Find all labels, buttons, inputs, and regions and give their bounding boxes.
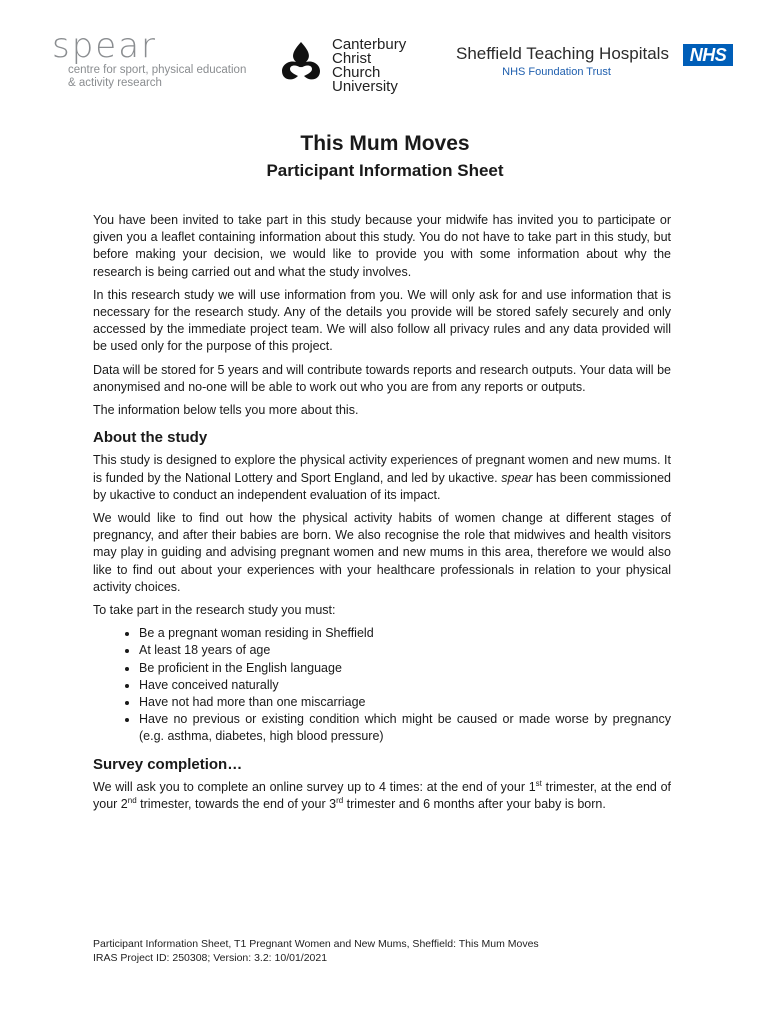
about-paragraph-2: We would like to find out how the physical activity habits of women change at different stages of pregnancy, and after their babies are born. We also recognise the role that midwives and health visitors may play in guiding and advising pregnant women and new mums in this area, therefore we would also like to find out about your experiences with your healthcare professionals in relation to your physical activity choices. — [93, 511, 671, 594]
intro-paragraph-3: Data will be stored for 5 years and will contribute towards reports and research outputs. Your data will be anonymised and no-one will be able to work out who you are from any reports or outputs. — [93, 362, 671, 394]
intro-paragraph-2: In this research study we will use information from you. We will only ask for and use information that is necessary for the research study. Any of the details you provide will be stored safely securely and only accessed by the immediate project team. We will also follow all privacy rules and any data provided will be used only for the purpose of this project. — [93, 287, 671, 354]
sth-logo — [456, 44, 669, 78]
intro-paragraph-1: You have been invited to take part in this study because your midwife has invited you to participate or given you a leaflet containing information about this study. You do not have to take part in this study, but before making your decision, we would like to provide you with some information about why the research is being carried out and what the study involves. — [93, 213, 671, 279]
footer-line-1: Participant Information Sheet, T1 Pregnant Women and New Mums, Sheffield: This Mum Moves — [93, 938, 539, 950]
footer-line-2: IRAS Project ID: 250308; Version: 3.2: 10/01/2021 — [93, 952, 328, 964]
cccu-line-1: Canterbury — [332, 36, 407, 53]
document-body — [93, 212, 671, 819]
cccu-line-3: University — [332, 78, 398, 95]
survey-heading: Survey completion… — [93, 755, 243, 773]
survey-text-1: We will ask you to complete an online survey up to 4 times: at the end of your 1 — [93, 779, 536, 794]
list-item: • Have not had more than one miscarriage — [139, 694, 671, 711]
list-item: • Be proficient in the English language — [139, 660, 671, 677]
page-footer — [93, 937, 539, 965]
cccu-line-2: Christ Church — [332, 50, 381, 81]
cccu-emblem-icon — [276, 38, 326, 88]
survey-sup-3: rd — [336, 795, 344, 805]
list-item: • At least 18 years of age — [139, 642, 671, 659]
survey-sup-1: st — [535, 778, 542, 788]
cccu-name — [332, 38, 406, 94]
spear-emphasis: spear — [501, 470, 533, 485]
nhs-badge: NHS — [683, 44, 733, 66]
survey-text-4: trimester and 6 months after your baby is born. — [343, 797, 606, 812]
about-paragraph-3: To take part in the research study you must: — [93, 603, 336, 618]
intro-paragraph-4: The information below tells you more about this. — [93, 403, 359, 418]
document-title: This Mum Moves — [300, 132, 470, 155]
spear-wordmark: spear — [52, 26, 158, 66]
survey-paragraph — [93, 779, 671, 813]
about-paragraph-1 — [93, 452, 671, 504]
sth-name: Sheffield Teaching Hospitals — [456, 44, 669, 63]
criteria-list — [93, 625, 671, 745]
about-p1-text-a: This study is designed to explore the physical activity experiences of pregnant women and new mums. It is funded by the National Lottery and Sport England, and led by ukactive. — [93, 453, 671, 485]
list-item: • Be a pregnant woman residing in Sheffield — [139, 625, 671, 642]
about-p1-text-b: has been commissioned by ukactive to conduct an independent evaluation of its impact. — [93, 470, 671, 502]
about-heading: About the study — [93, 429, 208, 447]
survey-text-2: trimester, at the end of your 2 — [93, 779, 671, 812]
survey-sup-2: nd — [127, 795, 137, 805]
spear-subtitle-line-2: & activity research — [68, 77, 162, 89]
spear-subtitle-line-1: centre for sport, physical education — [68, 64, 247, 76]
survey-text-3: trimester, towards the end of your 3 — [136, 797, 337, 812]
list-item: • Have no previous or existing condition which might be caused or made worse by pregnancy (e.g. asthma, diabetes, high blood pressure) — [139, 711, 671, 745]
list-item: • Have conceived naturally — [139, 677, 671, 694]
page-header — [0, 28, 770, 98]
spear-logo — [52, 28, 246, 90]
document-subtitle: Participant Information Sheet — [266, 161, 504, 180]
sth-trust: NHS Foundation Trust — [502, 66, 611, 78]
